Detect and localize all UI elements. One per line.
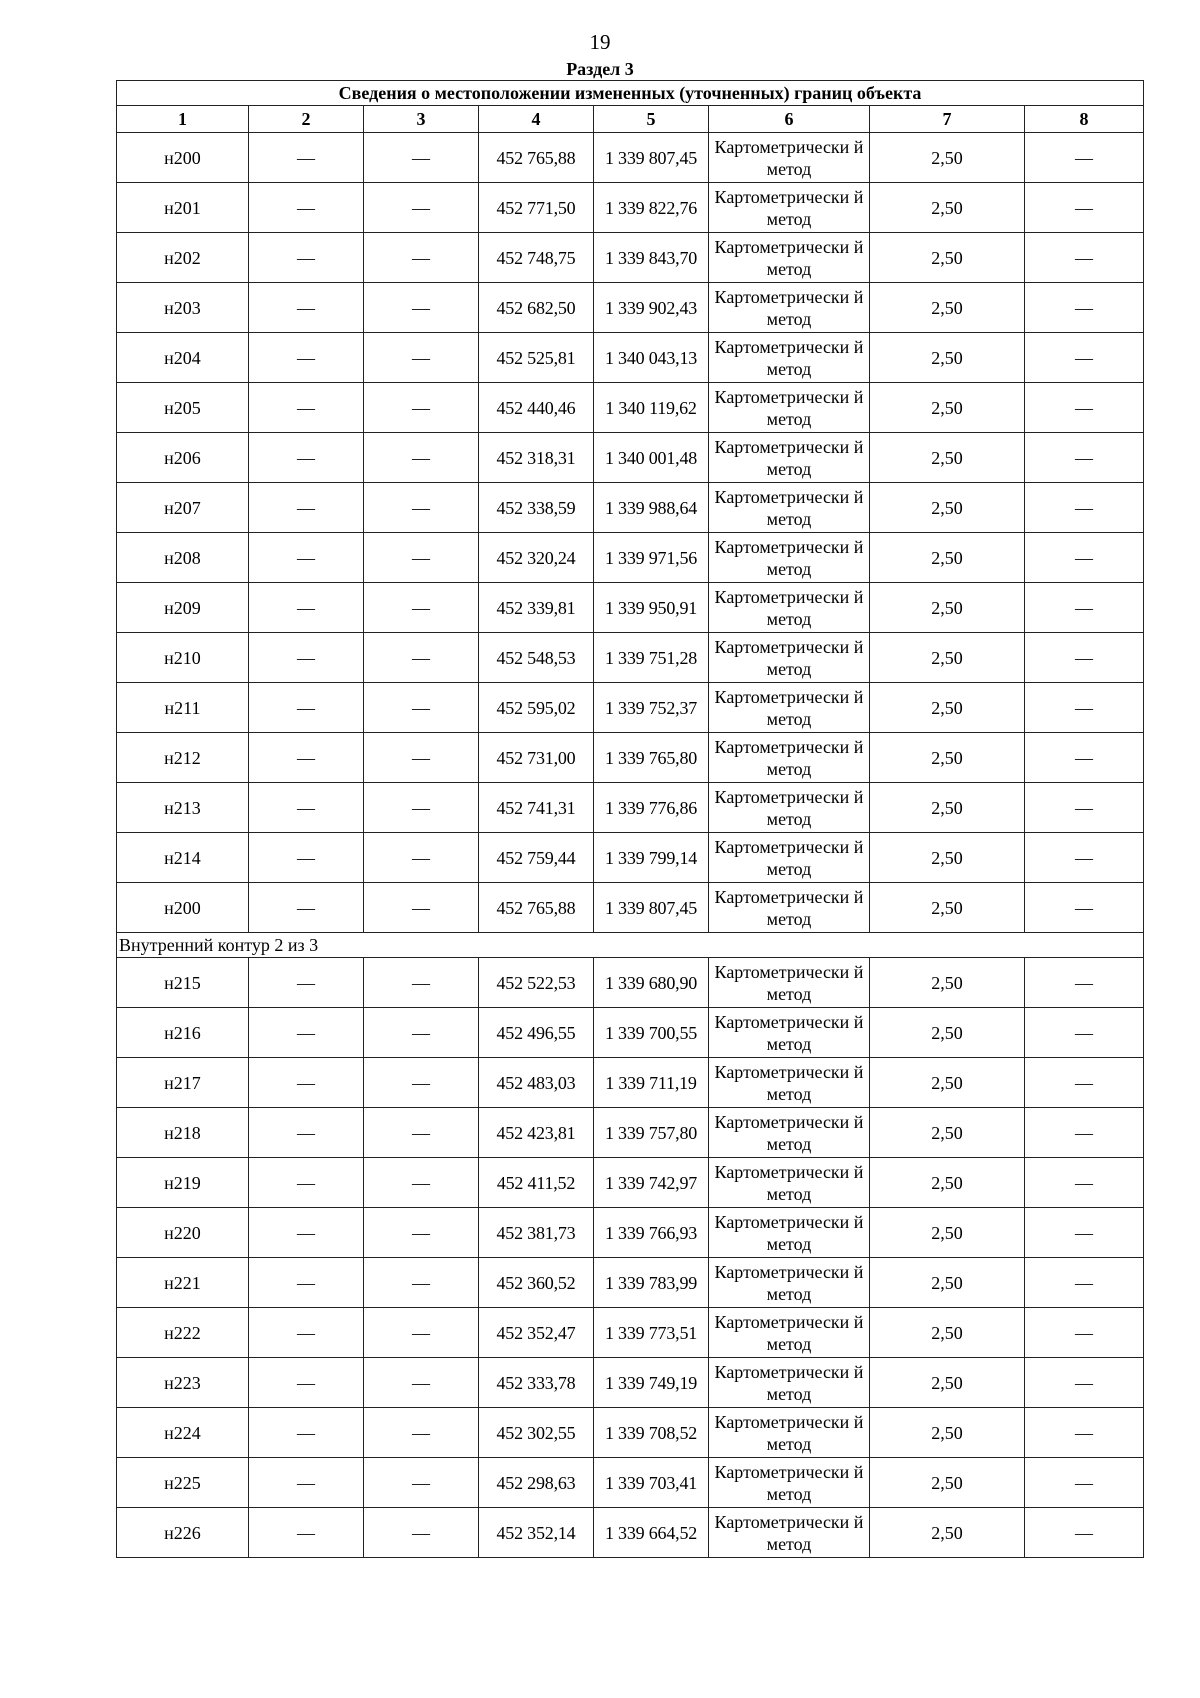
point-number: н219 xyxy=(117,1158,249,1208)
col-3-value: — xyxy=(364,1258,479,1308)
coord-y: 1 339 711,19 xyxy=(594,1058,709,1108)
table-row xyxy=(117,1508,1144,1558)
table-row xyxy=(117,833,1144,883)
col-8-value: — xyxy=(1025,1208,1144,1258)
column-header: 3 xyxy=(364,106,479,133)
column-header: 7 xyxy=(870,106,1025,133)
coord-y: 1 339 680,90 xyxy=(594,958,709,1008)
method: Картометрически й метод xyxy=(709,1108,870,1158)
col-2-value: — xyxy=(249,1458,364,1508)
accuracy: 2,50 xyxy=(870,133,1025,183)
point-number: н204 xyxy=(117,333,249,383)
point-number: н200 xyxy=(117,133,249,183)
coord-x: 452 411,52 xyxy=(479,1158,594,1208)
col-8-value: — xyxy=(1025,183,1144,233)
col-2-value: — xyxy=(249,233,364,283)
accuracy: 2,50 xyxy=(870,1158,1025,1208)
coord-y: 1 339 822,76 xyxy=(594,183,709,233)
point-number: н215 xyxy=(117,958,249,1008)
accuracy: 2,50 xyxy=(870,833,1025,883)
coord-y: 1 340 001,48 xyxy=(594,433,709,483)
col-2-value: — xyxy=(249,883,364,933)
method: Картометрически й метод xyxy=(709,1208,870,1258)
coord-x: 452 548,53 xyxy=(479,633,594,683)
col-2-value: — xyxy=(249,1158,364,1208)
coord-y: 1 339 776,86 xyxy=(594,783,709,833)
col-2-value: — xyxy=(249,833,364,883)
col-3-value: — xyxy=(364,533,479,583)
col-2-value: — xyxy=(249,483,364,533)
method: Картометрически й метод xyxy=(709,433,870,483)
coord-y: 1 339 664,52 xyxy=(594,1508,709,1558)
coord-y: 1 339 902,43 xyxy=(594,283,709,333)
col-3-value: — xyxy=(364,183,479,233)
coord-x: 452 338,59 xyxy=(479,483,594,533)
coord-y: 1 339 765,80 xyxy=(594,733,709,783)
page-number: 19 xyxy=(589,30,611,54)
accuracy: 2,50 xyxy=(870,333,1025,383)
column-header: 4 xyxy=(479,106,594,133)
coord-y: 1 339 766,93 xyxy=(594,1208,709,1258)
col-8-value: — xyxy=(1025,733,1144,783)
col-3-value: — xyxy=(364,1358,479,1408)
coord-x: 452 339,81 xyxy=(479,583,594,633)
coord-y: 1 339 807,45 xyxy=(594,883,709,933)
col-3-value: — xyxy=(364,1058,479,1108)
table-row xyxy=(117,1258,1144,1308)
coord-x: 452 765,88 xyxy=(479,883,594,933)
column-header: 6 xyxy=(709,106,870,133)
point-number: н205 xyxy=(117,383,249,433)
table-row xyxy=(117,333,1144,383)
coord-x: 452 381,73 xyxy=(479,1208,594,1258)
point-number: н225 xyxy=(117,1458,249,1508)
method: Картометрически й метод xyxy=(709,283,870,333)
col-8-value: — xyxy=(1025,1508,1144,1558)
accuracy: 2,50 xyxy=(870,1008,1025,1058)
col-3-value: — xyxy=(364,1308,479,1358)
accuracy: 2,50 xyxy=(870,433,1025,483)
point-number: н212 xyxy=(117,733,249,783)
point-number: н202 xyxy=(117,233,249,283)
col-8-value: — xyxy=(1025,583,1144,633)
point-number: н218 xyxy=(117,1108,249,1158)
col-3-value: — xyxy=(364,283,479,333)
table-body xyxy=(117,81,1144,1558)
method: Картометрически й метод xyxy=(709,533,870,583)
method: Картометрически й метод xyxy=(709,383,870,433)
accuracy: 2,50 xyxy=(870,958,1025,1008)
method: Картометрически й метод xyxy=(709,1358,870,1408)
accuracy: 2,50 xyxy=(870,733,1025,783)
contour-label-row xyxy=(117,933,1144,958)
coord-x: 452 352,47 xyxy=(479,1308,594,1358)
point-number: н209 xyxy=(117,583,249,633)
col-8-value: — xyxy=(1025,283,1144,333)
coord-y: 1 340 119,62 xyxy=(594,383,709,433)
coord-x: 452 522,53 xyxy=(479,958,594,1008)
table-row xyxy=(117,133,1144,183)
point-number: н222 xyxy=(117,1308,249,1358)
table-row xyxy=(117,583,1144,633)
coord-x: 452 352,14 xyxy=(479,1508,594,1558)
coord-x: 452 748,75 xyxy=(479,233,594,283)
point-number: н200 xyxy=(117,883,249,933)
col-2-value: — xyxy=(249,183,364,233)
method: Картометрически й метод xyxy=(709,1258,870,1308)
col-8-value: — xyxy=(1025,633,1144,683)
table-row xyxy=(117,433,1144,483)
col-3-value: — xyxy=(364,133,479,183)
col-8-value: — xyxy=(1025,883,1144,933)
point-number: н221 xyxy=(117,1258,249,1308)
table-row xyxy=(117,533,1144,583)
table-row xyxy=(117,233,1144,283)
coord-y: 1 339 700,55 xyxy=(594,1008,709,1058)
accuracy: 2,50 xyxy=(870,1258,1025,1308)
accuracy: 2,50 xyxy=(870,583,1025,633)
point-number: н210 xyxy=(117,633,249,683)
method: Картометрически й метод xyxy=(709,1508,870,1558)
point-number: н216 xyxy=(117,1008,249,1058)
coord-x: 452 302,55 xyxy=(479,1408,594,1458)
col-2-value: — xyxy=(249,1308,364,1358)
coord-x: 452 731,00 xyxy=(479,733,594,783)
col-3-value: — xyxy=(364,433,479,483)
point-number: н217 xyxy=(117,1058,249,1108)
coord-y: 1 339 757,80 xyxy=(594,1108,709,1158)
col-8-value: — xyxy=(1025,1058,1144,1108)
method: Картометрически й метод xyxy=(709,233,870,283)
method: Картометрически й метод xyxy=(709,483,870,533)
method: Картометрически й метод xyxy=(709,1158,870,1208)
coord-x: 452 333,78 xyxy=(479,1358,594,1408)
method: Картометрически й метод xyxy=(709,1458,870,1508)
accuracy: 2,50 xyxy=(870,183,1025,233)
accuracy: 2,50 xyxy=(870,1308,1025,1358)
coord-x: 452 440,46 xyxy=(479,383,594,433)
col-3-value: — xyxy=(364,1458,479,1508)
accuracy: 2,50 xyxy=(870,1058,1025,1108)
accuracy: 2,50 xyxy=(870,1508,1025,1558)
accuracy: 2,50 xyxy=(870,1458,1025,1508)
table-row xyxy=(117,1008,1144,1058)
table-caption-row xyxy=(117,81,1144,106)
table-row xyxy=(117,1458,1144,1508)
col-2-value: — xyxy=(249,433,364,483)
coord-y: 1 339 752,37 xyxy=(594,683,709,733)
point-number: н208 xyxy=(117,533,249,583)
col-8-value: — xyxy=(1025,1008,1144,1058)
coord-x: 452 759,44 xyxy=(479,833,594,883)
col-3-value: — xyxy=(364,383,479,433)
col-3-value: — xyxy=(364,1208,479,1258)
method: Картометрически й метод xyxy=(709,783,870,833)
coord-y: 1 339 703,41 xyxy=(594,1458,709,1508)
accuracy: 2,50 xyxy=(870,633,1025,683)
point-number: н211 xyxy=(117,683,249,733)
table-row xyxy=(117,1108,1144,1158)
coord-y: 1 339 950,91 xyxy=(594,583,709,633)
col-2-value: — xyxy=(249,1258,364,1308)
col-2-value: — xyxy=(249,783,364,833)
point-number: н223 xyxy=(117,1358,249,1408)
coord-y: 1 339 799,14 xyxy=(594,833,709,883)
boundary-table xyxy=(116,80,1144,1558)
method: Картометрически й метод xyxy=(709,683,870,733)
col-8-value: — xyxy=(1025,433,1144,483)
col-8-value: — xyxy=(1025,683,1144,733)
point-number: н203 xyxy=(117,283,249,333)
col-8-value: — xyxy=(1025,833,1144,883)
col-8-value: — xyxy=(1025,333,1144,383)
table-row xyxy=(117,1208,1144,1258)
col-8-value: — xyxy=(1025,1108,1144,1158)
coord-x: 452 423,81 xyxy=(479,1108,594,1158)
col-8-value: — xyxy=(1025,1358,1144,1408)
col-3-value: — xyxy=(364,883,479,933)
coord-x: 452 741,31 xyxy=(479,783,594,833)
col-2-value: — xyxy=(249,583,364,633)
col-2-value: — xyxy=(249,1408,364,1458)
accuracy: 2,50 xyxy=(870,533,1025,583)
coord-x: 452 496,55 xyxy=(479,1008,594,1058)
coord-x: 452 525,81 xyxy=(479,333,594,383)
method: Картометрически й метод xyxy=(709,1308,870,1358)
table-row xyxy=(117,883,1144,933)
table-row xyxy=(117,1358,1144,1408)
coord-x: 452 483,03 xyxy=(479,1058,594,1108)
method: Картометрически й метод xyxy=(709,958,870,1008)
coord-y: 1 339 742,97 xyxy=(594,1158,709,1208)
point-number: н207 xyxy=(117,483,249,533)
coord-x: 452 360,52 xyxy=(479,1258,594,1308)
coord-x: 452 298,63 xyxy=(479,1458,594,1508)
col-8-value: — xyxy=(1025,483,1144,533)
method: Картометрически й метод xyxy=(709,633,870,683)
method: Картометрически й метод xyxy=(709,133,870,183)
col-8-value: — xyxy=(1025,133,1144,183)
coord-y: 1 339 783,99 xyxy=(594,1258,709,1308)
col-8-value: — xyxy=(1025,1308,1144,1358)
col-8-value: — xyxy=(1025,533,1144,583)
accuracy: 2,50 xyxy=(870,1408,1025,1458)
table-caption: Сведения о местоположении измененных (уточненных) границ объекта xyxy=(117,81,1144,106)
accuracy: 2,50 xyxy=(870,1108,1025,1158)
method: Картометрически й метод xyxy=(709,183,870,233)
coord-x: 452 318,31 xyxy=(479,433,594,483)
table-row xyxy=(117,783,1144,833)
column-header: 8 xyxy=(1025,106,1144,133)
accuracy: 2,50 xyxy=(870,233,1025,283)
method: Картометрически й метод xyxy=(709,1408,870,1458)
col-2-value: — xyxy=(249,733,364,783)
col-3-value: — xyxy=(364,483,479,533)
col-2-value: — xyxy=(249,133,364,183)
coord-y: 1 339 988,64 xyxy=(594,483,709,533)
coord-y: 1 339 807,45 xyxy=(594,133,709,183)
table-row xyxy=(117,1408,1144,1458)
accuracy: 2,50 xyxy=(870,683,1025,733)
col-8-value: — xyxy=(1025,383,1144,433)
coord-x: 452 765,88 xyxy=(479,133,594,183)
col-3-value: — xyxy=(364,1008,479,1058)
col-8-value: — xyxy=(1025,958,1144,1008)
column-header: 1 xyxy=(117,106,249,133)
accuracy: 2,50 xyxy=(870,883,1025,933)
col-2-value: — xyxy=(249,1508,364,1558)
coord-y: 1 339 749,19 xyxy=(594,1358,709,1408)
coord-x: 452 771,50 xyxy=(479,183,594,233)
table-row xyxy=(117,683,1144,733)
point-number: н214 xyxy=(117,833,249,883)
col-8-value: — xyxy=(1025,1158,1144,1208)
col-8-value: — xyxy=(1025,1258,1144,1308)
method: Картометрически й метод xyxy=(709,883,870,933)
col-3-value: — xyxy=(364,1108,479,1158)
accuracy: 2,50 xyxy=(870,1358,1025,1408)
table-row xyxy=(117,958,1144,1008)
accuracy: 2,50 xyxy=(870,383,1025,433)
col-2-value: — xyxy=(249,958,364,1008)
col-3-value: — xyxy=(364,958,479,1008)
col-2-value: — xyxy=(249,1058,364,1108)
table-row xyxy=(117,183,1144,233)
col-3-value: — xyxy=(364,333,479,383)
col-2-value: — xyxy=(249,1358,364,1408)
coord-y: 1 340 043,13 xyxy=(594,333,709,383)
col-2-value: — xyxy=(249,283,364,333)
table-row xyxy=(117,483,1144,533)
col-3-value: — xyxy=(364,1508,479,1558)
col-3-value: — xyxy=(364,233,479,283)
column-header: 2 xyxy=(249,106,364,133)
column-header: 5 xyxy=(594,106,709,133)
method: Картометрически й метод xyxy=(709,1008,870,1058)
col-2-value: — xyxy=(249,1108,364,1158)
col-3-value: — xyxy=(364,833,479,883)
accuracy: 2,50 xyxy=(870,1208,1025,1258)
col-2-value: — xyxy=(249,633,364,683)
col-2-value: — xyxy=(249,683,364,733)
col-8-value: — xyxy=(1025,233,1144,283)
point-number: н213 xyxy=(117,783,249,833)
point-number: н206 xyxy=(117,433,249,483)
point-number: н201 xyxy=(117,183,249,233)
method: Картометрически й метод xyxy=(709,333,870,383)
section-title: Раздел 3 xyxy=(566,59,634,79)
method: Картометрически й метод xyxy=(709,733,870,783)
col-2-value: — xyxy=(249,1008,364,1058)
method: Картометрически й метод xyxy=(709,833,870,883)
col-8-value: — xyxy=(1025,1458,1144,1508)
col-8-value: — xyxy=(1025,783,1144,833)
coord-x: 452 320,24 xyxy=(479,533,594,583)
coord-x: 452 595,02 xyxy=(479,683,594,733)
table-header-row xyxy=(117,106,1144,133)
table-row xyxy=(117,383,1144,433)
col-2-value: — xyxy=(249,383,364,433)
col-2-value: — xyxy=(249,1208,364,1258)
point-number: н224 xyxy=(117,1408,249,1458)
table-row xyxy=(117,1058,1144,1108)
col-3-value: — xyxy=(364,733,479,783)
col-2-value: — xyxy=(249,333,364,383)
coord-y: 1 339 971,56 xyxy=(594,533,709,583)
table-row xyxy=(117,733,1144,783)
col-3-value: — xyxy=(364,783,479,833)
coord-x: 452 682,50 xyxy=(479,283,594,333)
table-row xyxy=(117,283,1144,333)
col-8-value: — xyxy=(1025,1408,1144,1458)
col-3-value: — xyxy=(364,583,479,633)
table-row xyxy=(117,1158,1144,1208)
col-3-value: — xyxy=(364,1408,479,1458)
table-row xyxy=(117,633,1144,683)
col-3-value: — xyxy=(364,633,479,683)
coord-y: 1 339 843,70 xyxy=(594,233,709,283)
point-number: н220 xyxy=(117,1208,249,1258)
coord-y: 1 339 708,52 xyxy=(594,1408,709,1458)
coord-y: 1 339 773,51 xyxy=(594,1308,709,1358)
accuracy: 2,50 xyxy=(870,483,1025,533)
method: Картометрически й метод xyxy=(709,1058,870,1108)
accuracy: 2,50 xyxy=(870,283,1025,333)
coord-y: 1 339 751,28 xyxy=(594,633,709,683)
col-2-value: — xyxy=(249,533,364,583)
col-3-value: — xyxy=(364,683,479,733)
method: Картометрически й метод xyxy=(709,583,870,633)
contour-label: Внутренний контур 2 из 3 xyxy=(117,933,1144,958)
point-number: н226 xyxy=(117,1508,249,1558)
table-row xyxy=(117,1308,1144,1358)
accuracy: 2,50 xyxy=(870,783,1025,833)
col-3-value: — xyxy=(364,1158,479,1208)
